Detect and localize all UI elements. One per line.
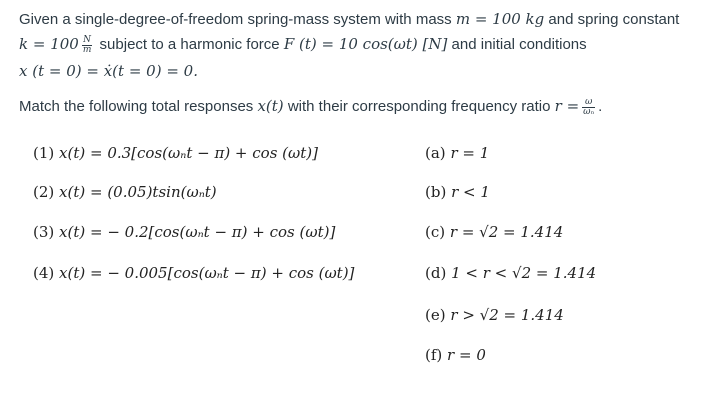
option-expression: r = 0 <box>447 346 486 364</box>
option-id: (a) <box>425 144 446 162</box>
unit-numerator: N <box>83 34 92 45</box>
option-expression: r = 1 <box>450 144 490 162</box>
match-instruction <box>19 96 602 117</box>
option-id: (f) <box>425 346 443 364</box>
initial-conditions-expression: x (t = 0) = ẋ(t = 0) = 0. <box>19 62 198 80</box>
option-item-f <box>425 345 486 365</box>
response-item-2 <box>33 182 217 202</box>
ratio-end: . <box>598 98 603 115</box>
option-expression: r > √2 = 1.414 <box>450 306 564 324</box>
response-id: (1) <box>33 144 55 162</box>
option-id: (b) <box>425 183 447 201</box>
response-id: (4) <box>33 264 55 282</box>
problem-line-2 <box>19 34 587 55</box>
option-expression: 1 < r < √2 = 1.414 <box>451 264 597 282</box>
subject-text: subject to a harmonic force <box>99 36 280 53</box>
force-expression: F (t) = 10 cos(ωt) [N] <box>283 35 448 53</box>
unit-denominator: m <box>82 44 92 55</box>
mass-expression: m = 100 kg <box>455 10 545 28</box>
match-prefix: Match the following total responses <box>19 98 254 115</box>
option-id: (d) <box>425 264 447 282</box>
response-item-3 <box>33 222 335 242</box>
response-expression: x(t) = 0.3[cos(ωₙt − π) + cos (ωt)] <box>59 144 318 162</box>
intro-text: Given a single-degree-of-freedom spring-mass system with mass <box>19 11 452 28</box>
ratio-denominator: ωₙ <box>583 106 595 117</box>
ratio-numerator: ω <box>582 98 595 108</box>
match-suffix: with their corresponding frequency ratio <box>287 98 551 115</box>
problem-line-3 <box>19 61 198 82</box>
option-item-a <box>425 143 489 163</box>
ratio-lhs: r = <box>554 97 580 115</box>
option-id: (c) <box>425 223 446 241</box>
response-item-1 <box>33 143 318 163</box>
problem-line-1 <box>19 9 679 30</box>
response-symbol: x(t) <box>257 97 284 115</box>
response-expression: x(t) = − 0.005[cos(ωₙt − π) + cos (ωt)] <box>59 264 355 282</box>
option-id: (e) <box>425 306 446 324</box>
response-expression: x(t) = (0.05)tsin(ωₙt) <box>59 183 217 201</box>
option-expression: r < 1 <box>451 183 490 201</box>
response-item-4 <box>33 263 354 283</box>
option-item-d <box>425 263 596 283</box>
response-id: (2) <box>33 183 55 201</box>
response-expression: x(t) = − 0.2[cos(ωₙt − π) + cos (ωt)] <box>59 223 336 241</box>
option-item-e <box>425 305 564 325</box>
option-item-c <box>425 222 563 242</box>
ratio-fraction <box>582 98 595 117</box>
initial-text: and initial conditions <box>451 36 587 53</box>
unit-fraction <box>82 36 93 55</box>
response-id: (3) <box>33 223 55 241</box>
spring-text: and spring constant <box>548 11 680 28</box>
option-expression: r = √2 = 1.414 <box>449 223 564 241</box>
spring-constant-expression: k = 100 <box>19 35 79 53</box>
option-item-b <box>425 182 490 202</box>
